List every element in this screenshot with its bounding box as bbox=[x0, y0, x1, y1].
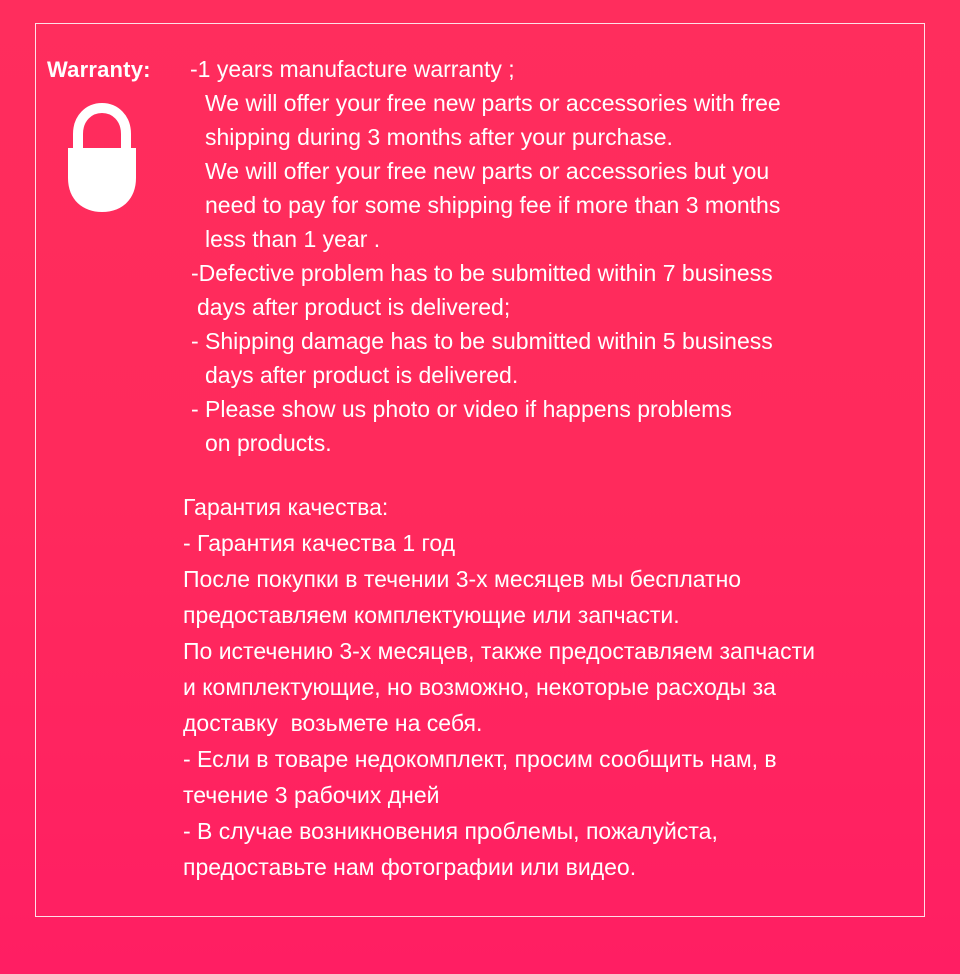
russian-line-9: течение 3 рабочих дней bbox=[183, 782, 440, 808]
russian-line-5: По истечению 3-х месяцев, также предоставляем запчасти bbox=[183, 638, 815, 664]
russian-warranty-block bbox=[183, 489, 815, 885]
russian-line-1: Гарантия качества: bbox=[183, 494, 389, 520]
russian-line-4: предоставляем комплектующие или запчасти. bbox=[183, 602, 680, 628]
warranty-line-9: - Shipping damage has to be submitted within 5 business bbox=[191, 328, 773, 354]
warranty-line-12: on products. bbox=[205, 430, 332, 456]
warranty-line-8: days after product is delivered; bbox=[197, 294, 511, 320]
russian-line-2: - Гарантия качества 1 год bbox=[183, 530, 456, 556]
warranty-label: Warranty: bbox=[47, 57, 151, 82]
warranty-line-6: less than 1 year . bbox=[205, 226, 381, 252]
warranty-line-1: -1 years manufacture warranty ; bbox=[190, 56, 515, 82]
russian-line-11: предоставьте нам фотографии или видео. bbox=[183, 854, 637, 880]
warranty-line-3: shipping during 3 months after your purchase. bbox=[205, 124, 673, 150]
warranty-line-4: We will offer your free new parts or accessories but you bbox=[205, 158, 770, 184]
russian-line-7: доставку возьмете на себя. bbox=[183, 710, 483, 736]
lock-icon bbox=[64, 98, 140, 216]
warranty-line-11: - Please show us photo or video if happens problems bbox=[191, 396, 732, 422]
warranty-line-7: -Defective problem has to be submitted within 7 business bbox=[191, 260, 773, 286]
russian-line-10: - В случае возникновения проблемы, пожалуйста, bbox=[183, 818, 718, 844]
russian-line-6: и комплектующие, но возможно, некоторые расходы за bbox=[183, 674, 776, 700]
warranty-line-5: need to pay for some shipping fee if more than 3 months bbox=[205, 192, 781, 218]
russian-line-8: - Если в товаре недокомплект, просим сообщить нам, в bbox=[183, 746, 777, 772]
warranty-line-2: We will offer your free new parts or accessories with free bbox=[205, 90, 781, 116]
warranty-line-10: days after product is delivered. bbox=[205, 362, 519, 388]
russian-line-3: После покупки в течении 3-х месяцев мы бесплатно bbox=[183, 566, 742, 592]
